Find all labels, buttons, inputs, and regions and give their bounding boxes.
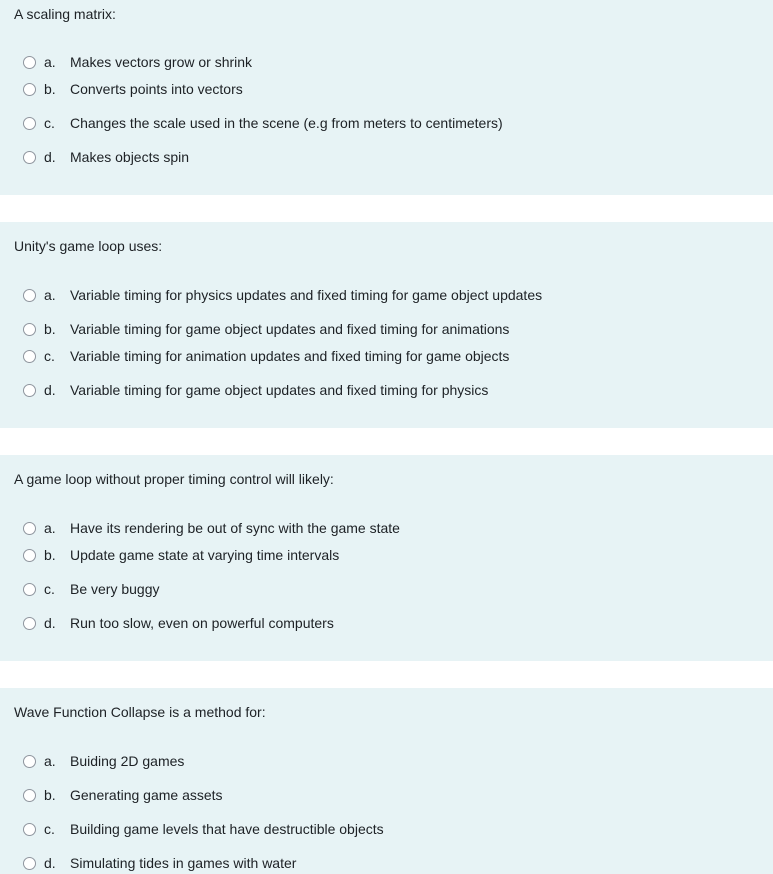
option-letter: b.: [44, 787, 56, 803]
question-text: A scaling matrix:: [14, 6, 116, 22]
option-letter: a.: [44, 287, 56, 303]
option-label: Variable timing for game object updates and fixed timing for animations: [70, 321, 510, 337]
option-letter: b.: [44, 81, 56, 97]
radio-button[interactable]: [23, 617, 36, 630]
option-label: Converts points into vectors: [70, 81, 243, 97]
option-d[interactable]: [23, 148, 190, 166]
option-letter: d.: [44, 855, 56, 871]
radio-button[interactable]: [23, 823, 36, 836]
option-a[interactable]: [23, 752, 185, 770]
option-label: Variable timing for physics updates and fixed timing for game object updates: [70, 287, 543, 303]
option-letter: d.: [44, 149, 56, 165]
option-letter: a.: [44, 520, 56, 536]
option-letter: c.: [44, 115, 55, 131]
option-label: Variable timing for game object updates and fixed timing for physics: [70, 382, 489, 398]
question-text: Wave Function Collapse is a method for:: [14, 704, 266, 720]
option-label: Simulating tides in games with water: [70, 855, 297, 871]
option-label: Run too slow, even on powerful computers: [70, 615, 334, 631]
radio-button[interactable]: [23, 789, 36, 802]
option-label: Update game state at varying time intervals: [70, 547, 340, 563]
radio-button[interactable]: [23, 289, 36, 302]
option-b[interactable]: [23, 546, 340, 564]
option-label: Be very buggy: [70, 581, 160, 597]
option-letter: d.: [44, 615, 56, 631]
option-c[interactable]: [23, 114, 503, 132]
option-d[interactable]: [23, 381, 489, 399]
option-label: Variable timing for animation updates and fixed timing for game objects: [70, 348, 510, 364]
option-letter: a.: [44, 753, 56, 769]
option-letter: b.: [44, 547, 56, 563]
option-d[interactable]: [23, 854, 297, 872]
option-letter: a.: [44, 54, 56, 70]
option-label: Building game levels that have destructible objects: [70, 821, 384, 837]
radio-button[interactable]: [23, 56, 36, 69]
radio-button[interactable]: [23, 117, 36, 130]
option-label: Makes vectors grow or shrink: [70, 54, 253, 70]
question-card-1: [0, 0, 773, 195]
option-d[interactable]: [23, 614, 334, 632]
option-b[interactable]: [23, 320, 510, 338]
option-a[interactable]: [23, 286, 543, 304]
option-c[interactable]: [23, 580, 160, 598]
radio-button[interactable]: [23, 549, 36, 562]
radio-button[interactable]: [23, 83, 36, 96]
question-card-4: [0, 688, 773, 874]
option-label: Makes objects spin: [70, 149, 190, 165]
radio-button[interactable]: [23, 857, 36, 870]
option-b[interactable]: [23, 80, 243, 98]
option-c[interactable]: [23, 347, 510, 365]
option-label: Buiding 2D games: [70, 753, 185, 769]
option-label: Changes the scale used in the scene (e.g from meters to centimeters): [70, 115, 503, 131]
radio-button[interactable]: [23, 350, 36, 363]
option-letter: b.: [44, 321, 56, 337]
question-card-3: [0, 455, 773, 661]
option-b[interactable]: [23, 786, 223, 804]
option-letter: c.: [44, 821, 55, 837]
radio-button[interactable]: [23, 323, 36, 336]
option-c[interactable]: [23, 820, 384, 838]
radio-button[interactable]: [23, 755, 36, 768]
option-a[interactable]: [23, 519, 400, 537]
option-a[interactable]: [23, 53, 253, 71]
option-letter: c.: [44, 581, 55, 597]
radio-button[interactable]: [23, 151, 36, 164]
radio-button[interactable]: [23, 522, 36, 535]
radio-button[interactable]: [23, 583, 36, 596]
option-label: Generating game assets: [70, 787, 223, 803]
question-text: A game loop without proper timing control will likely:: [14, 471, 334, 487]
question-card-2: [0, 222, 773, 428]
option-letter: d.: [44, 382, 56, 398]
radio-button[interactable]: [23, 384, 36, 397]
option-label: Have its rendering be out of sync with the game state: [70, 520, 400, 536]
option-letter: c.: [44, 348, 55, 364]
question-text: Unity's game loop uses:: [14, 238, 163, 254]
